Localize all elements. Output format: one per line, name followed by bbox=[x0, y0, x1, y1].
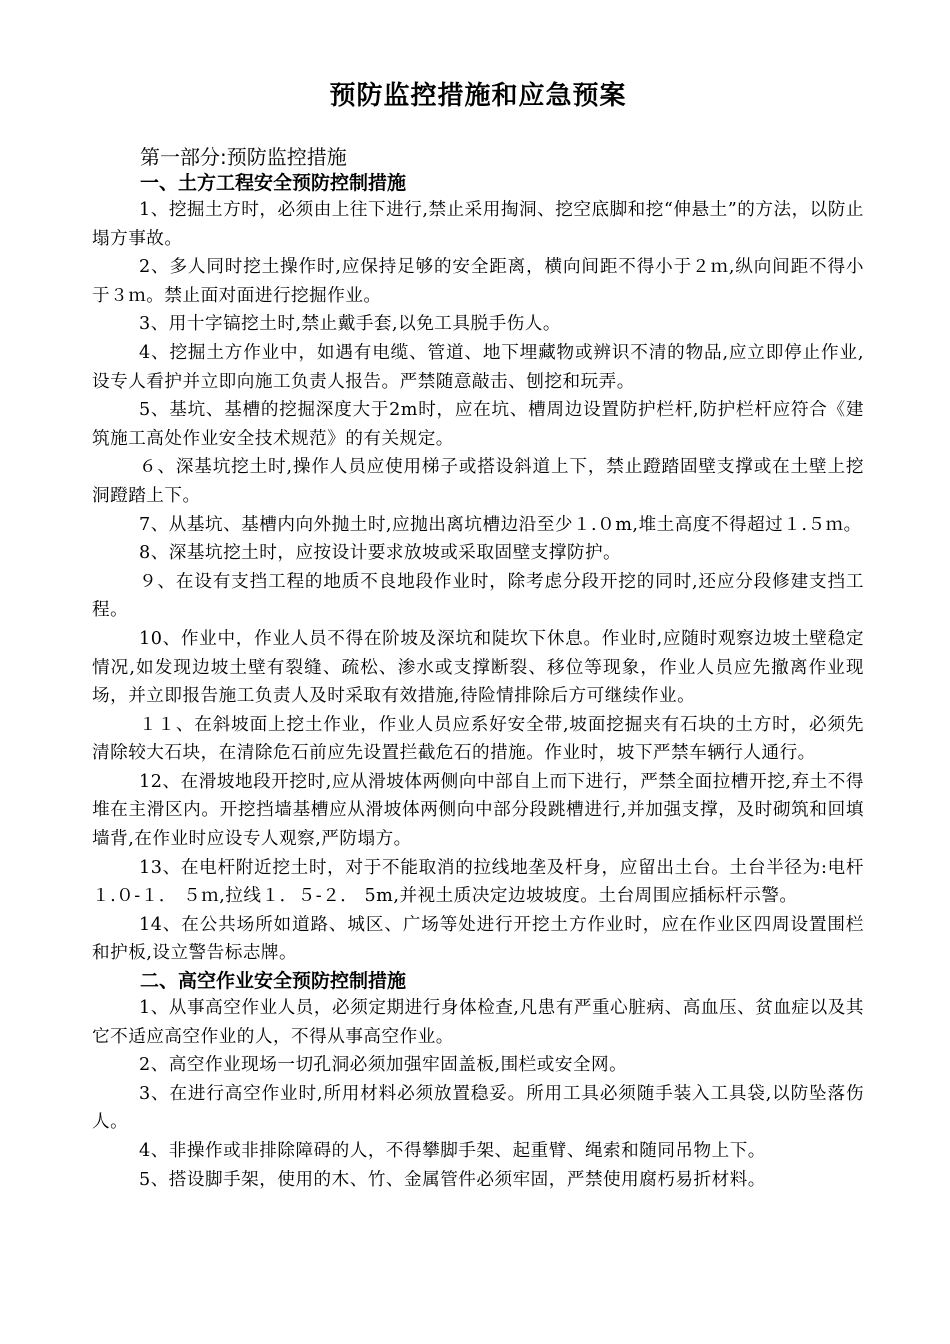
document-title: 预防监控措施和应急预案 bbox=[329, 81, 627, 111]
paragraph: １１、在斜坡面上挖土作业，作业人员应系好安全带,坡面挖掘夹有石块的土方时，必须先清除较大石块，在清除危石前应先设置拦截危石的措施。作业时，坡下严禁车辆行人通行。 bbox=[92, 714, 864, 764]
paragraph: 3、用十字镐挖土时,禁止戴手套,以免工具脱手伤人。 bbox=[139, 314, 561, 335]
part-heading: 第一部分:预防监控措施 bbox=[140, 145, 347, 169]
paragraph: 5、搭设脚手架，使用的木、竹、金属管件必须牢固，严禁使用腐朽易折材料。 bbox=[139, 1169, 766, 1190]
paragraph: 2、高空作业现场一切孔洞必须加强牢固盖板,围栏或安全网。 bbox=[139, 1055, 628, 1076]
paragraph: 3、在进行高空作业时,所用材料必须放置稳妥。所用工具必须随手装入工具袋,以防坠落伤人。 bbox=[92, 1083, 864, 1133]
paragraph: 1、挖掘土方时，必须由上往下进行,禁止采用掏洞、挖空底脚和挖“伸悬土”的方法，以防止塌方事故。 bbox=[92, 200, 864, 249]
paragraph: 2、多人同时挖土操作时,应保持足够的安全距离，横向间距不得小于２ｍ,纵向间距不得小于３ｍ。禁止面对面进行挖掘作业。 bbox=[92, 257, 864, 306]
paragraph: ９、在设有支挡工程的地质不良地段作业时，除考虑分段开挖的同时,还应分段修建支挡工程。 bbox=[92, 571, 864, 621]
paragraph: 4、非操作或非排除障碍的人，不得攀脚手架、起重臂、绳索和随同吊物上下。 bbox=[139, 1141, 766, 1161]
paragraph: 4、挖掘土方作业中，如遇有电缆、管道、地下埋藏物或辨识不清的物品,应立即停止作业,设专人看护并立即向施工负责人报告。严禁随意敲击、刨挖和玩弄。 bbox=[92, 342, 864, 392]
paragraph: 10、作业中，作业人员不得在阶坡及深坑和陡坎下休息。作业时,应随时观察边坡土壁稳定情况,如发现边坡土壁有裂缝、疏松、渗水或支撑断裂、移位等现象，作业人员应先撤离作业现场，并立即报告施工负责人及时采取有效措施,待险情排除后方可继续作业。 bbox=[92, 628, 864, 707]
section-heading-earthwork: 一、土方工程安全预防控制措施 bbox=[140, 172, 407, 194]
paragraph: 12、在滑坡地段开挖时,应从滑坡体两侧向中部自上而下进行，严禁全面拉槽开挖,弃土不得堆在主滑区内。开挖挡墙基槽应从滑坡体两侧向中部分段跳槽进行,并加强支撑，及时砌筑和回填墙背,在作业时应设专人观察,严防塌方。 bbox=[92, 771, 864, 850]
paragraph: 1、从事高空作业人员，必须定期进行身体检查,凡患有严重心脏病、高血压、贫血症以及其它不适应高空作业的人，不得从事高空作业。 bbox=[92, 998, 864, 1047]
paragraph: 13、在电杆附近挖土时，对于不能取消的拉线地垄及杆身，应留出土台。土台半径为:电杆１.０-１． ５ｍ,拉线１．５-２． 5m,并视土质决定边坡坡度。土台周围应插标杆示警。 bbox=[92, 857, 864, 907]
paragraph: 8、深基坑挖土时，应按设计要求放坡或采取固壁支撑防护。 bbox=[139, 543, 622, 564]
paragraph: 5、基坑、基槽的挖掘深度大于2m时，应在坑、槽周边设置防护栏杆,防护栏杆应符合《建筑施工高处作业安全技术规范》的有关规定。 bbox=[92, 400, 864, 449]
paragraph: 7、从基坑、基槽内向外抛土时,应抛出离坑槽边沿至少１.０m,堆土高度不得超过１.５ｍ。 bbox=[139, 514, 862, 535]
paragraph: ６、深基坑挖土时,操作人员应使用梯子或搭设斜道上下，禁止蹬踏固壁支撑或在土壁上挖洞蹬踏上下。 bbox=[92, 457, 864, 506]
paragraph: 14、在公共场所如道路、城区、广场等处进行开挖土方作业时，应在作业区四周设置围栏和护板,设立警告标志牌。 bbox=[92, 914, 864, 964]
section-heading-high-altitude: 二、高空作业安全预防控制措施 bbox=[140, 970, 407, 993]
